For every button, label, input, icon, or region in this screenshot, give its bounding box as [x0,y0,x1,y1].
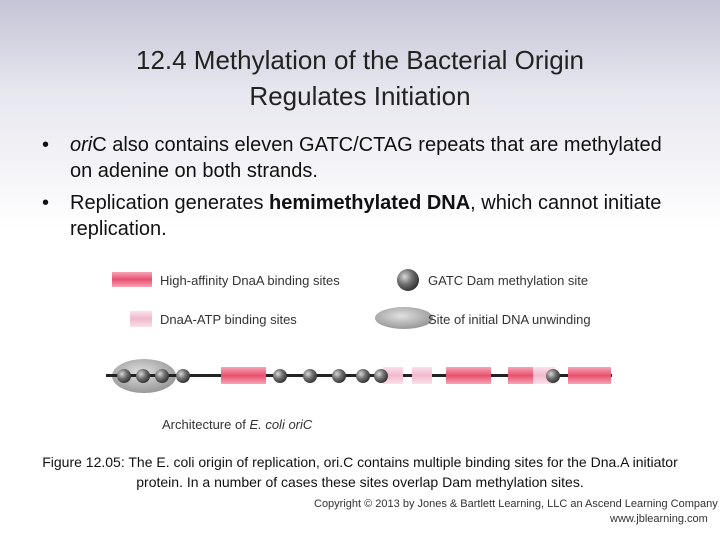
dnaa-atp-site-2 [412,367,432,384]
gatc-site [136,369,150,383]
legend-gatc-label: GATC Dam methylation site [428,273,589,288]
publisher-url: www.jblearning.com [610,513,708,525]
figure-label-italic: E. coli oriC [249,417,313,432]
legend-gatc-icon [397,269,419,291]
bullet-text: ori [70,134,93,156]
bullet-dot: • [42,192,50,214]
high-affinity-site-1 [221,367,266,384]
legend-dnaa-atp-label: DnaA-ATP binding sites [160,312,297,327]
legend-unwinding-label: Site of initial DNA unwinding [428,312,591,327]
copyright-text: Copyright © 2013 by Jones & Bartlett Learning, LLC an Ascend Learning Company [314,498,718,510]
gatc-site [273,369,287,383]
legend-dnaa-atp-swatch [130,311,152,327]
bullet-dot: • [42,134,50,156]
high-affinity-site-4 [568,367,611,384]
gatc-site [117,369,131,383]
gatc-site [374,369,388,383]
gatc-site [356,369,370,383]
title-line-1: 12.4 Methylation of the Bacterial Origin [135,45,585,75]
figure-label [162,417,312,432]
bullet-text: hemimethylated DNA [269,192,471,214]
bullet-text: also contains eleven GATC/CTAG repeats that are methylated on adenine on both strands. [70,134,662,182]
bullet-text: , which cannot initiate replication. [70,192,662,240]
high-affinity-site-2 [446,367,491,384]
gatc-site [332,369,346,383]
figure-label-prefix: Architecture of [162,417,250,432]
title-line-2: Regulates Initiation [249,81,471,111]
gatc-site [303,369,317,383]
gatc-site [176,369,190,383]
gatc-site [546,369,560,383]
figure-caption: Figure 12.05: The E. coli origin of replication, ori.C contains multiple binding sites for the Dna.A initiator protein. In a number of cases these sites overlap Dam methylation sites. [42,454,678,490]
legend-high-affinity-label: High-affinity DnaA binding sites [160,273,340,288]
legend-unwinding-icon [375,307,433,329]
bullet-text: C [92,134,107,156]
bullet-text: Replication generates [70,192,270,214]
legend-high-affinity-swatch [112,272,152,287]
gatc-site [155,369,169,383]
